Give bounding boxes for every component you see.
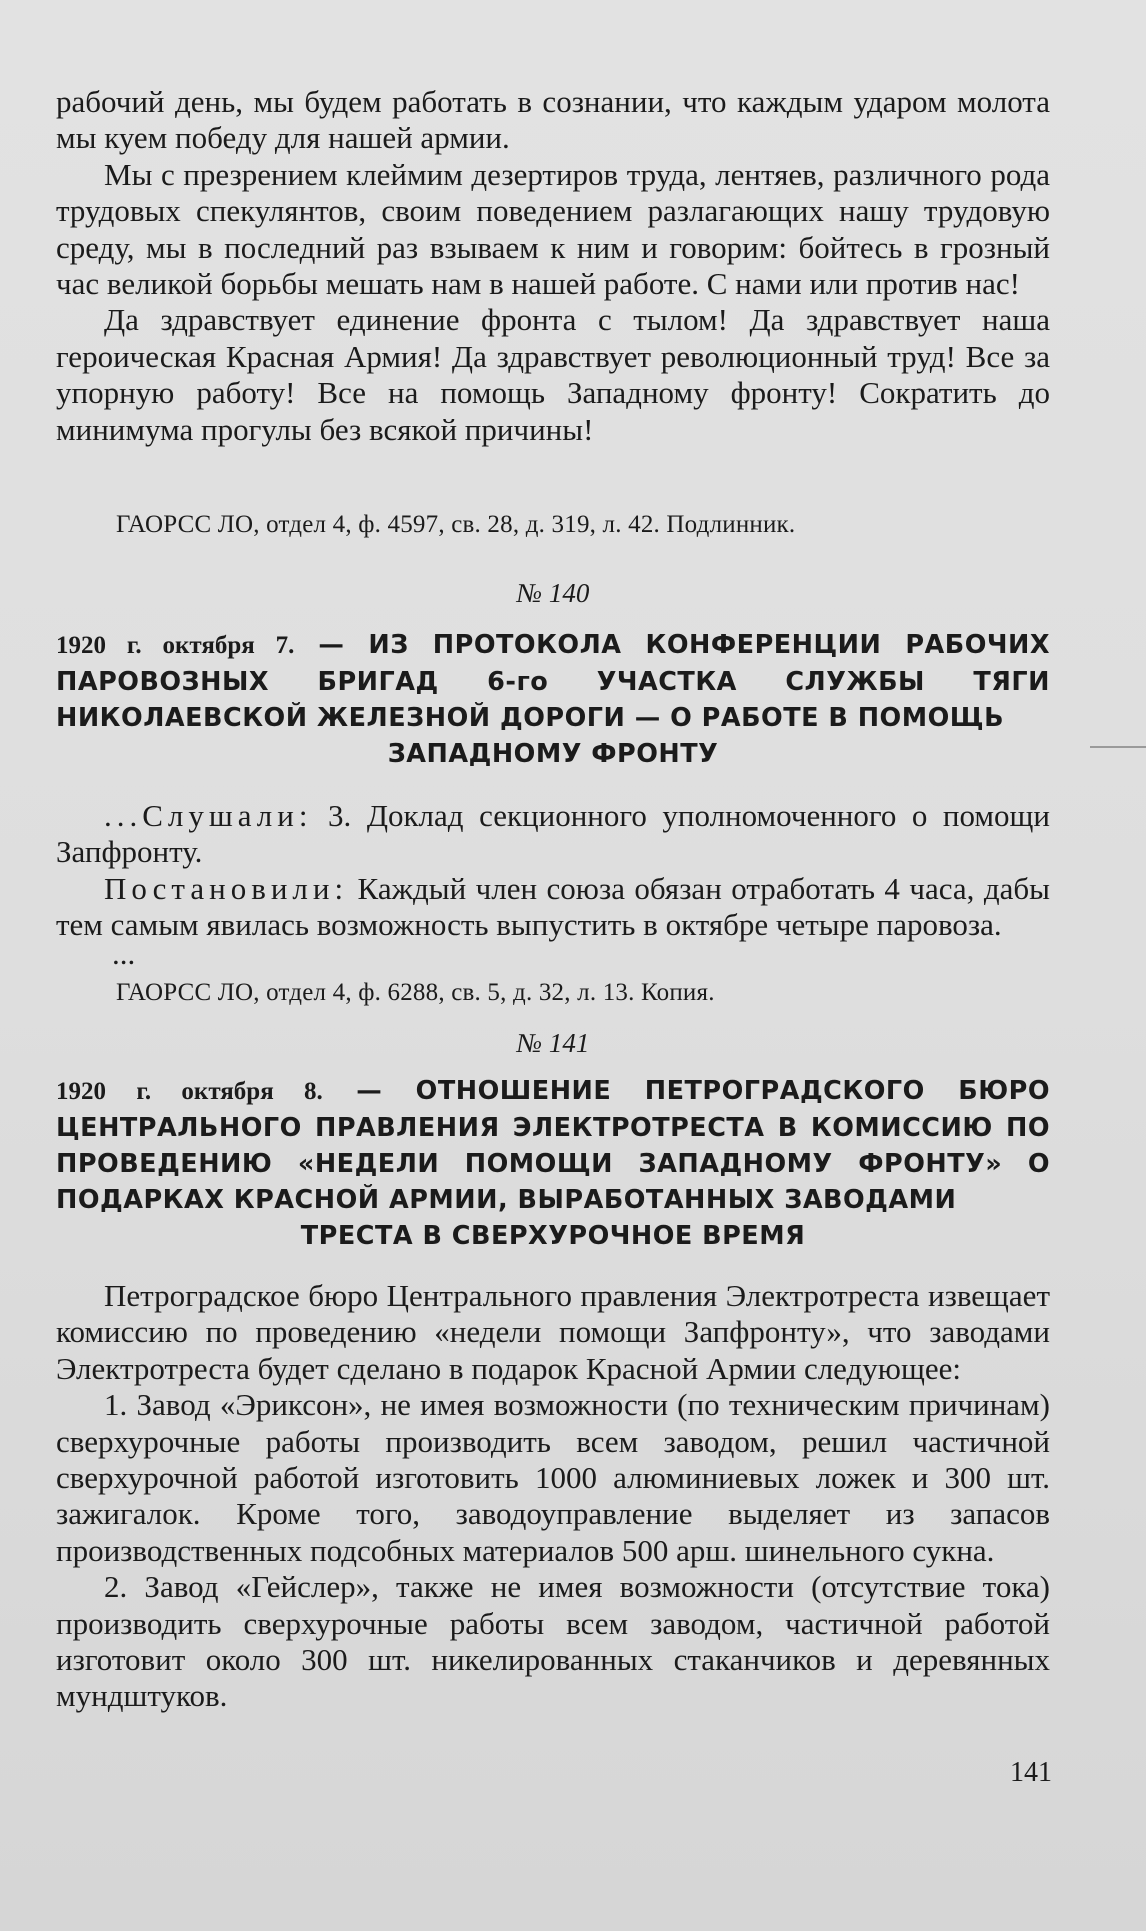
document-date: 1920 г. октября 7. — [56, 632, 295, 659]
document-title: — ИЗ ПРОТОКОЛА КОНФЕРЕНЦИИ РАБОЧИХ ПАРОВОЗНЫХ БРИГАД 6-го УЧАСТКА СЛУЖБЫ ТЯГИ НИКОЛАЕВСКОЙ ЖЕЛЕЗНОЙ ДОРОГИ — О РАБОТЕ В ПОМОЩЬ — [56, 630, 1050, 733]
resolved-text: Каждый член союза обязан отработать 4 часа, дабы тем самым явилась возможность выпустить в октябре четыре паровоза. — [56, 870, 1050, 943]
document-141 — [56, 1028, 1050, 1715]
document-title: — ОТНОШЕНИЕ ПЕТРОГРАДСКОГО БЮРО ЦЕНТРАЛЬНОГО ПРАВЛЕНИЯ ЭЛЕКТРОТРЕСТА В КОМИССИЮ ПО ПРОВЕДЕНИЮ «НЕДЕЛИ ПОМОЩИ ЗАПАДНОМУ ФРОНТУ» О ПОДАРКАХ КРАСНОЙ АРМИИ, ВЫРАБОТАННЫХ ЗАВОДАМИ — [56, 1076, 1050, 1215]
protocol-heard — [56, 798, 1050, 871]
document-date: 1920 г. октября 8. — [56, 1078, 323, 1105]
omission-mark: ... — [112, 935, 136, 971]
document-number: № 140 — [516, 578, 590, 608]
document-heading — [56, 627, 1050, 772]
paragraph-continuation: рабочий день, мы будем работать в сознании, что каждым ударом молота мы куем победу для нашей армии. — [56, 84, 1050, 156]
margin-line — [1090, 746, 1146, 748]
source-note-1 — [56, 510, 1050, 540]
paragraph-slogans: Да здравствует единение фронта с тылом! Да здравствует наша героическая Красная Армия! Да здравствует революционный труд! Все за упорную работу! Все на помощь Западному фронту! Сократить до минимума прогулы без всякой причины! — [56, 302, 1050, 447]
paragraph-deserters: Мы с презрением клеймим дезертиров труда, лентяев, различного рода трудовых спекулянтов, своим поведением разлагающих нашу трудовую среду, мы в последний раз взываем к ним и говорим: бойтесь в грозный час великой борьбы мешать нам в нашей работе. С нами или против нас! — [56, 156, 1050, 302]
paragraph-item-2: 2. Завод «Гейслер», также не имея возможности (отсутствие тока) производить сверхурочные работы всем заводом, частичной работой изготовит около 300 шт. никелированных стаканчиков и деревянных мундштуков. — [56, 1569, 1050, 1714]
document-heading — [56, 1073, 1050, 1254]
resolved-label: Постановили: — [104, 870, 349, 906]
document-title-end: ТРЕСТА В СВЕРХУРОЧНОЕ ВРЕМЯ — [300, 1221, 806, 1251]
page-number: 141 — [1010, 1757, 1052, 1788]
document-140 — [56, 578, 1050, 1008]
archive-reference: ГАОРСС ЛО, отдел 4, ф. 6288, св. 5, д. 32, л. 13. Копия. — [116, 978, 715, 1006]
document-title-end: ЗАПАДНОМУ ФРОНТУ — [387, 739, 719, 769]
text-block-top — [56, 84, 1050, 448]
protocol-resolved — [56, 871, 1050, 944]
paragraph-item-1: 1. Завод «Эриксон», не имея возможности (по техническим причинам) сверхурочные работы производить всем заводом, решил частичной сверхурочной работой изготовить 1000 алюминиевых ложек и 300 шт. зажигалок. Кроме того, заводоуправление выделяет из запасов производственных подсобных материалов 500 арш. шинельного сукна. — [56, 1387, 1050, 1568]
heard-text: 3. Доклад секционного уполномоченного о помощи Запфронту. — [56, 798, 1050, 870]
heard-label: ...Слушали: — [104, 798, 313, 833]
archive-reference: ГАОРСС ЛО, отдел 4, ф. 4597, св. 28, д. 319, л. 42. Подлинник. — [116, 511, 796, 538]
document-number: № 141 — [516, 1028, 590, 1058]
paragraph-intro: Петроградское бюро Центрального правления Электротреста извещает комиссию по проведению «недели помощи Запфронту», что заводами Электротреста будет сделано в подарок Красной Армии следующее: — [56, 1278, 1050, 1386]
